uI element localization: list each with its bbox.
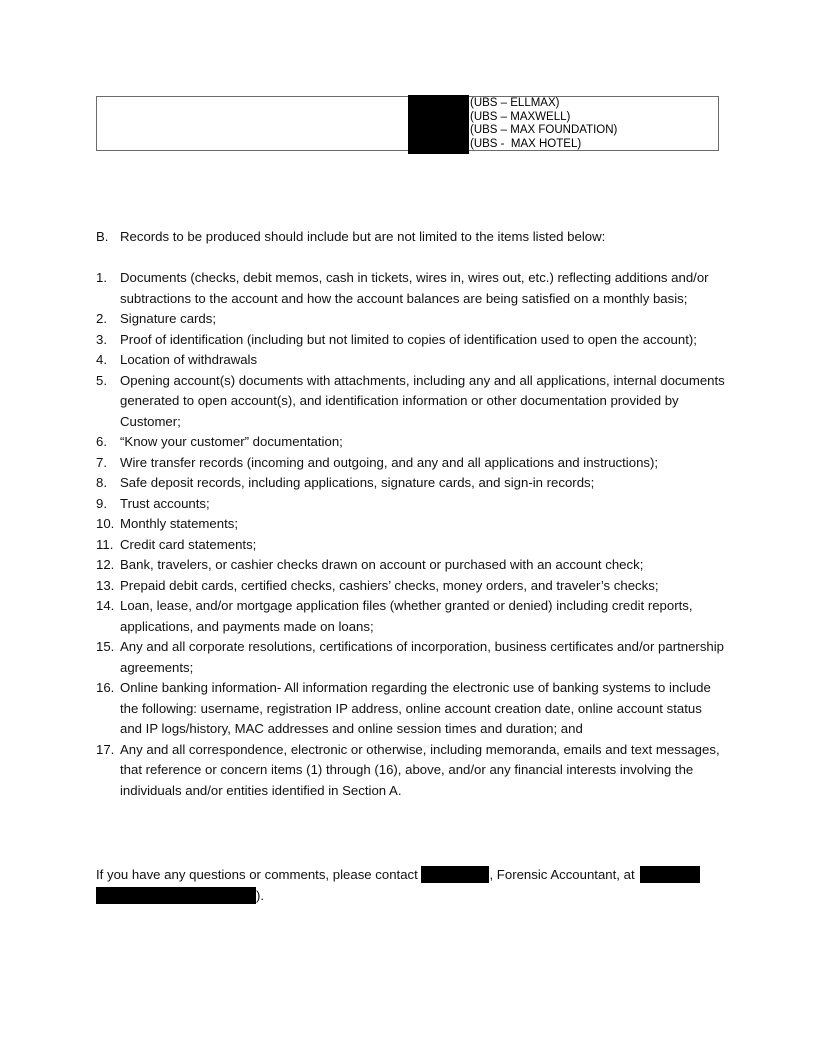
list-item (96, 576, 726, 597)
list-item-number: 7. (96, 454, 107, 470)
list-item-text: “Know your customer” documentation; (120, 434, 343, 449)
section-text: Records to be produced should include but are not limited to the items listed below: (120, 229, 606, 244)
list-item (96, 330, 726, 351)
account-line: (UBS – MAX FOUNDATION) (470, 124, 618, 136)
list-item-number: 5. (96, 372, 107, 388)
account-lines (470, 97, 617, 151)
list-item-number: 13. (96, 577, 115, 593)
list-item-number: 14. (96, 598, 115, 613)
list-item-text: Bank, travelers, or cashier checks drawn on account or purchased with an account check; (120, 557, 644, 572)
redaction-box (421, 866, 489, 883)
list-item-text: Loan, lease, and/or mortgage application files (whether granted or denied) including credit reports, applications, and payments made on loans; (120, 598, 693, 634)
accounts-table (96, 96, 719, 151)
list-item-text: Trust accounts; (120, 495, 210, 511)
list-item (96, 494, 726, 515)
list-item-text: Opening account(s) documents with attachments, including any and all applications, internal documents generated to open account(s), and identification information or other documentation provided by Customer; (120, 372, 725, 429)
list-item (96, 432, 726, 453)
list-item (96, 535, 726, 556)
list-item-number: 3. (96, 331, 107, 347)
list-item (96, 473, 726, 494)
list-item (96, 268, 726, 309)
list-item-number: 4. (96, 352, 107, 367)
account-line: (UBS – ELLMAX) (470, 97, 560, 109)
list-item-text: Safe deposit records, including applications, signature cards, and sign-in records; (120, 475, 595, 490)
list-item-number: 11. (96, 536, 114, 552)
contact-text-3: ). (256, 887, 265, 903)
list-item (96, 596, 726, 637)
list-item-number: 16. (96, 680, 115, 695)
list-item-number: 8. (96, 475, 107, 490)
list-item-text: Monthly statements; (120, 516, 239, 531)
list-item-number: 9. (96, 495, 107, 511)
list-item (96, 555, 726, 576)
list-item-text: Documents (checks, debit memos, cash in tickets, wires in, wires out, etc.) reflecting additions and/or subtractions to the account and how the account balances are being satisfied on a monthly basis; (120, 270, 709, 306)
list-item (96, 514, 726, 535)
list-item-text: Wire transfer records (incoming and outgoing, and any and all applications and instructions); (120, 454, 659, 470)
list-item-number: 17. (96, 741, 115, 757)
list-item (96, 309, 726, 330)
list-item (96, 350, 726, 371)
list-item-number: 1. (96, 270, 107, 285)
redaction-box (408, 95, 469, 154)
list-item-text: Location of withdrawals (120, 352, 258, 367)
account-line: (UBS - MAX HOTEL) (470, 137, 582, 150)
contact-text-2: , Forensic Accountant, at (489, 867, 639, 882)
list-item-number: 10. (96, 516, 115, 531)
list-item (96, 678, 726, 740)
section-label: B. (96, 229, 109, 244)
list-item-text: Signature cards; (120, 311, 217, 326)
list-item-number: 6. (96, 434, 107, 449)
list-item-text: Online banking information- All information regarding the electronic use of banking systems to include the following: username, registration IP address, online account creation date, online account status and IP logs/history, MAC addresses and online session times and duration; and (120, 680, 711, 736)
list-item-text: Any and all corporate resolutions, certifications of incorporation, business certificates and/or partnership agreements; (120, 639, 725, 675)
list-item-number: 12. (96, 557, 115, 572)
list-item (96, 740, 726, 802)
list-item-text: Prepaid debit cards, certified checks, cashiers’ checks, money orders, and traveler’s checks; (120, 577, 659, 593)
redaction-box (640, 866, 700, 883)
list-item (96, 371, 726, 433)
contact-text-1: If you have any questions or comments, please contact (96, 867, 422, 882)
redaction-box (96, 887, 256, 904)
list-item-number: 2. (96, 311, 107, 326)
list-item (96, 453, 726, 474)
list-item (96, 637, 726, 678)
account-line: (UBS – MAXWELL) (470, 110, 571, 123)
records-list (96, 268, 726, 801)
list-item-text: Proof of identification (including but not limited to copies of identification used to open the account); (120, 331, 697, 347)
list-item-text: Any and all correspondence, electronic or otherwise, including memoranda, emails and text messages, that reference or concern items (1) through (16), above, and/or any financial interests involving the individuals and/or entities identified in Section A. (120, 741, 720, 798)
list-item-number: 15. (96, 639, 115, 654)
contact-paragraph (96, 865, 726, 906)
list-item-text: Credit card statements; (120, 536, 257, 552)
